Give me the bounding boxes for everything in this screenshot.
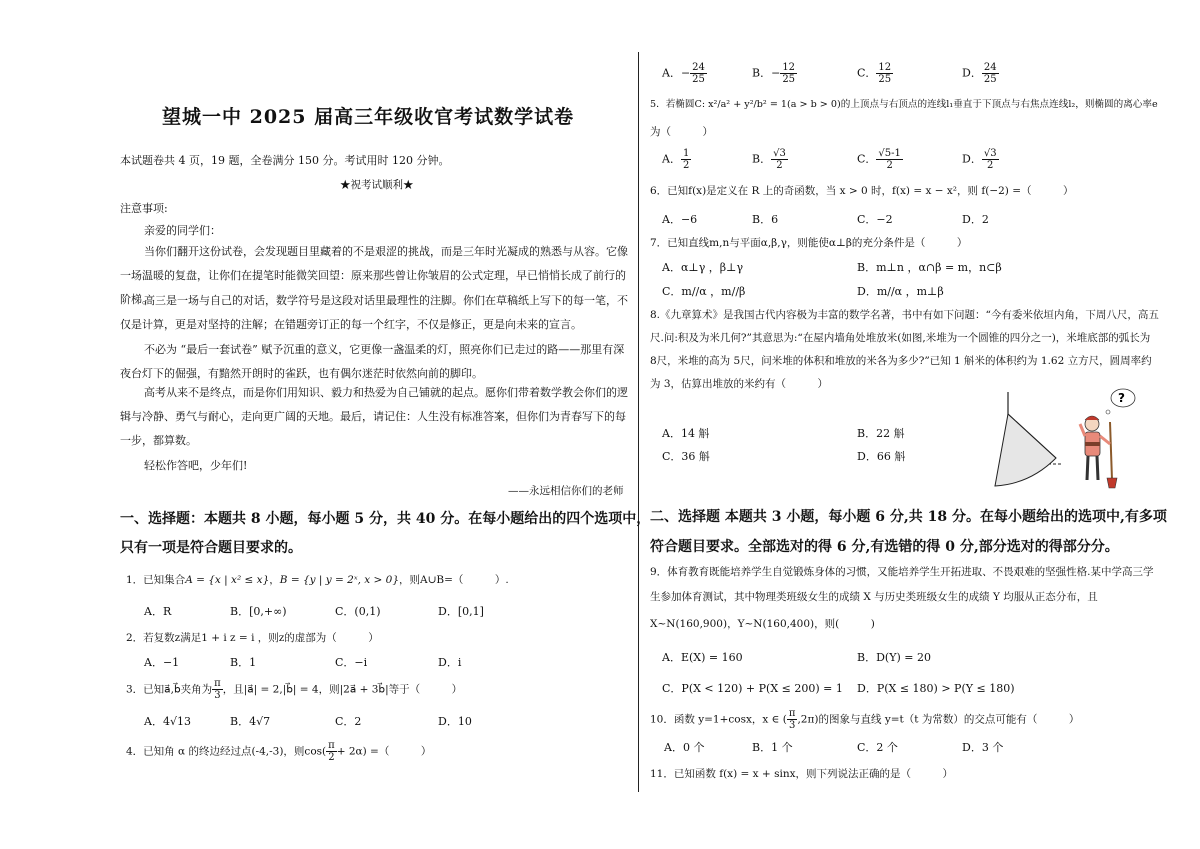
q7-stem: 7．已知直线m,n与平面α,β,γ，则能使α⊥β的充分条件是（ ） — [650, 237, 968, 249]
exam-wish: ★祝考试顺利★ — [340, 179, 414, 191]
q10-stem: 10．函数 y=1+cosx，x ∈ ( $\frac{\pi}{3}$ ,2π)的图象与直线 y=t（t 为常数）的交点可能有（ ） — [650, 708, 1080, 731]
question-mark: ? — [1118, 391, 1125, 405]
q3-option-d[interactable]: D．10 — [438, 715, 472, 728]
q10-option-d[interactable]: D．3 个 — [962, 741, 1004, 754]
q10-option-b[interactable]: B．1 个 — [752, 741, 793, 754]
q6-option-c[interactable]: C．−2 — [857, 213, 893, 226]
q5-option-a[interactable]: A． $\frac{1}{2}$ — [662, 148, 690, 171]
q3-option-a[interactable]: A．4√13 — [144, 715, 191, 728]
q1-option-b[interactable]: B．[0,+∞) — [230, 605, 287, 618]
q2-option-b[interactable]: B．1 — [230, 656, 257, 669]
q8-stem-cont: 8尺，米堆的高为 5尺，问米堆的体积和堆放的米各为多少?”已知 1 斛米的体积约为 1.62 立方尺，圆周率约 — [650, 355, 1152, 367]
q6-option-b[interactable]: B．6 — [752, 213, 779, 226]
letter-paragraph: 高考从来不是终点，而是你们用知识、毅力和热爱为自己铺就的起点。愿你们带着数学教会你们的逻辑与冷静、勇气与耐心，走向更广阔的天地。最后，请记住：人生没有标准答案，但你们为青春写下的每一步，都算数。 — [120, 386, 628, 447]
exam-title: 望城一中 2025 届高三年级收官考试数学试卷 — [162, 106, 575, 128]
q5-option-c[interactable]: C． $\frac{√5-1}{2}$ — [857, 148, 901, 171]
q11-stem: 11．已知函数 f(x) = x + sinx，则下列说法正确的是（ ） — [650, 768, 953, 780]
q1-option-d[interactable]: D．[0,1] — [438, 605, 484, 618]
section2-heading: 二、选择题 本题共 3 小题，每小题 6 分,共 18 分。在每小题给出的选项中,有多项 — [650, 509, 1167, 525]
q7-option-c[interactable]: C．m//α ，m//β — [662, 285, 746, 298]
person-icon — [1080, 416, 1117, 488]
q8-option-c[interactable]: C．36 斛 — [662, 450, 710, 463]
rice-pile-figure — [990, 384, 1140, 492]
q5-option-b[interactable]: B． $\frac{√3}{2}$ — [752, 148, 786, 171]
q8-option-d[interactable]: D．66 斛 — [857, 450, 906, 463]
section1-heading: 一、选择题：本题共 8 小题，每小题 5 分，共 40 分。在每小题给出的四个选项中， — [120, 511, 651, 527]
q8-stem: 8.《九章算术》是我国古代内容极为丰富的数学名著，书中有如下问题：“今有委米依垣内角，下周八尺，高五 — [650, 309, 1159, 321]
q2-option-a[interactable]: A．−1 — [144, 656, 180, 669]
q2-option-d[interactable]: D．i — [438, 656, 462, 669]
q7-option-b[interactable]: B．m⊥n ，α∩β = m，n⊂β — [857, 261, 1002, 274]
column-divider — [638, 52, 639, 792]
q8-option-b[interactable]: B．22 斛 — [857, 427, 905, 440]
q5-stem: 5．若椭圆C: x²/a² + y²/b² = 1(a > b > 0)的上顶点与右顶点的连线l₁垂直于下顶点与右焦点连线l₂，则椭圆的离心率e — [650, 99, 1158, 110]
section1-heading-cont: 只有一项是符合题目要求的。 — [120, 540, 302, 556]
q3-stem: 3．已知a⃗,b⃗夹角为 $\frac{\pi}{3}$ ，且|a⃗| = 2,|b⃗| = 4，则|2a⃗ + 3b⃗|等于（ ） — [126, 678, 463, 701]
q9-option-b[interactable]: B．D(Y) = 20 — [857, 651, 931, 664]
q6-stem: 6．已知f(x)是定义在 R 上的奇函数，当 x > 0 时，f(x) = x − x²，则 f(−2) =（ ） — [650, 185, 1074, 197]
notice-label: 注意事项: — [120, 202, 168, 215]
q4-option-d[interactable]: D． $\frac{24}{25}$ — [962, 62, 997, 85]
right-column — [650, 0, 1167, 849]
q2-stem: 2．若复数z满足1 + i z = i ，则z的虚部为（ ） — [126, 632, 379, 644]
letter-paragraph: 高三是一场与自己的对话，数学符号是这段对话里最理性的注脚。你们在草稿纸上写下的每一笔，不仅是计算，更是对坚持的注解；在错题旁订正的每一个红字，不仅是修正，更是向未来的宣言。 — [120, 294, 628, 331]
q9-option-c[interactable]: C．P(X < 120) + P(X ≤ 200) = 1 — [662, 682, 843, 695]
q9-stem: 9．体育教育既能培养学生自觉锻炼身体的习惯，又能培养学生开拓进取、不畏艰难的坚强性格.某中学高三学 — [650, 566, 1154, 578]
thought-bubble-icon — [1106, 389, 1135, 414]
q4-option-a[interactable]: A．− $\frac{24}{25}$ — [662, 62, 705, 85]
signature: ——永远相信你们的老师 — [508, 485, 624, 497]
letter-paragraph: 不必为 “最后一套试卷” 赋予沉重的意义，它更像一盏温柔的灯，照亮你们已走过的路——那里有深夜台灯下的倔强，有黯然开朗时的雀跃，也有偶尔迷茫时依然向前的脚印。 — [120, 343, 625, 380]
q4-option-c[interactable]: C． $\frac{12}{25}$ — [857, 62, 892, 85]
left-column — [120, 0, 651, 849]
q6-option-a[interactable]: A．−6 — [662, 213, 698, 226]
q9-stem-cont: X~N(160,900)，Y~N(160,400)，则( ) — [650, 618, 875, 630]
q1-option-c[interactable]: C．(0,1) — [335, 605, 381, 618]
q9-stem-cont: 生参加体育测试，其中物理类班级女生的成绩 X 与历史类班级女生的成绩 Y 均服从正态分布，且 — [650, 591, 1098, 603]
q4-stem: 4．已知角 α 的终边经过点(-4,-3)，则cos( $\frac{\pi}{2}$ + 2α) =（ ） — [126, 740, 432, 763]
q5-stem-cont: 为（ ） — [650, 126, 713, 138]
q8-option-a[interactable]: A．14 斛 — [662, 427, 710, 440]
q5-option-d[interactable]: D． $\frac{√3}{2}$ — [962, 148, 997, 171]
q8-stem-cont: 为 3，估算出堆放的米约有（ ） — [650, 378, 829, 390]
q3-option-b[interactable]: B．4√7 — [230, 715, 271, 728]
letter-paragraph: 当你们翻开这份试卷，会发现题目里藏着的不是艰涩的挑战，而是三年时光凝成的熟悉与从容。它像一场温暖的复盘，让你们在提笔时能微笑回望：原来那些曾让你皱眉的公式定理，早已悄悄长成了前行的阶梯。 — [120, 245, 628, 306]
q10-option-c[interactable]: C．2 个 — [857, 741, 898, 754]
q6-option-d[interactable]: D．2 — [962, 213, 989, 226]
q9-option-d[interactable]: D．P(X ≤ 180) > P(Y ≤ 180) — [857, 682, 1015, 695]
q7-option-a[interactable]: A．α⊥γ ，β⊥γ — [662, 261, 744, 274]
q1-option-a[interactable]: A．R — [144, 605, 172, 618]
closing-line: 轻松作答吧，少年们! — [144, 459, 248, 472]
q9-option-a[interactable]: A．E(X) = 160 — [662, 651, 743, 664]
greeting: 亲爱的同学们： — [144, 224, 221, 237]
q4-option-b[interactable]: B．− $\frac{12}{25}$ — [752, 62, 796, 85]
exam-intro: 本试题卷共 4 页，19 题，全卷满分 150 分。考试用时 120 分钟。 — [120, 154, 450, 167]
section2-heading-cont: 符合题目要求。全部选对的得 6 分,有选错的得 0 分,部分选对的得部分分。 — [650, 539, 1119, 555]
q3-option-c[interactable]: C．2 — [335, 715, 362, 728]
q2-option-c[interactable]: C．−i — [335, 656, 368, 669]
q8-stem-cont: 尺.问:积及为米几何?”其意思为:“在屋内墙角处堆放米(如图,米堆为一个圆锥的四分之一)，米堆底部的弧长为 — [650, 332, 1151, 344]
q1-stem: 1．已知集合A = {x | x² ≤ x}，B = {y | y = 2ˣ, x > 0}，则A∪B=（ ）. — [126, 574, 509, 586]
q10-option-a[interactable]: A．0 个 — [664, 741, 705, 754]
q7-option-d[interactable]: D．m//α ，m⊥β — [857, 285, 944, 298]
